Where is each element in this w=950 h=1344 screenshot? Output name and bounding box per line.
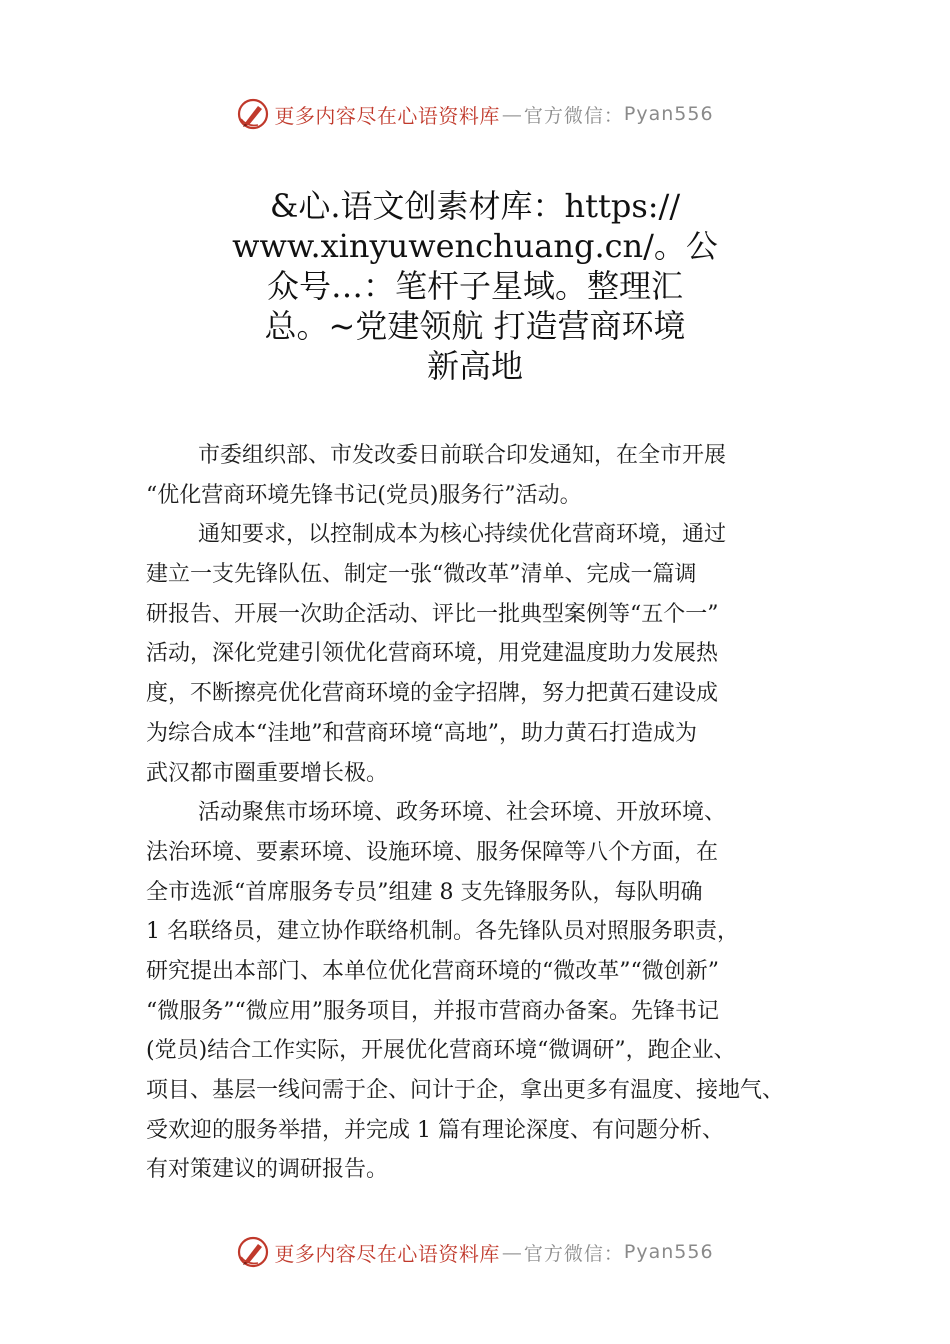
paragraph-2-line: 武汉都市圈重要增长极。 <box>146 760 389 786</box>
watermark-wechat-id: Pyan556 <box>623 1241 714 1263</box>
paragraph-3-line: 全市选派“首席服务专员”组建 8 支先锋服务队，每队明确 <box>146 879 703 905</box>
paragraph-3-line: 项目、基层一线问需于企、问计于企，拿出更多有温度、接地气、 <box>146 1078 785 1103</box>
paragraph-2-line: 度，不断擦亮优化营商环境的金字招牌，努力把黄石建设成 <box>146 681 719 707</box>
paragraph-3-line: 法治环境、要素环境、设施环境、服务保障等八个方面，在 <box>146 839 719 865</box>
watermark-banner-top <box>0 94 950 134</box>
title-line: www.xinyuwenchuang.cn/。公 <box>232 227 718 265</box>
watermark-dash: — <box>501 1240 522 1264</box>
watermark-wechat-id: Pyan556 <box>623 103 714 125</box>
watermark-main-text: 更多内容尽在心语资料库 <box>274 103 500 128</box>
paragraph-3-line: 1 名联络员，建立协作联络机制。各先锋队员对照服务职责， <box>146 919 739 945</box>
document-body <box>146 436 846 1190</box>
paragraph-2-line: 活动，深化党建引领优化营商环境，用党建温度助力发展热 <box>146 641 719 667</box>
paragraph-3-line: (党员)结合工作实际，开展优化营商环境“微调研”，跑企业、 <box>146 1038 736 1064</box>
title-line: &心.语文创素材库：https:// <box>269 187 681 225</box>
quill-pen-logo-icon <box>236 97 270 131</box>
paragraph-2-line: 通知要求，以控制成本为核心持续优化营商环境，通过 <box>198 522 727 548</box>
paragraph-3-line: 有对策建议的调研报告。 <box>146 1157 389 1183</box>
title-line: 新高地 <box>426 347 523 385</box>
watermark-wechat-label: 官方微信： <box>523 104 624 127</box>
watermark-main-text: 更多内容尽在心语资料库 <box>274 1241 500 1266</box>
paragraph-1-line: 市委组织部、市发改委日前联合印发通知，在全市开展 <box>198 443 727 468</box>
title-line: 众号…：笔杆子星域。整理汇 <box>266 267 683 305</box>
paragraph-3-line: 活动聚焦市场环境、政务环境、社会环境、开放环境、 <box>198 800 727 826</box>
paragraph-1-line: “优化营商环境先锋书记(党员)服务行”活动。 <box>146 482 582 508</box>
paragraph-3-line: “微服务”“微应用”服务项目，并报市营商办备案。先锋书记 <box>146 998 719 1024</box>
watermark-wechat-label: 官方微信： <box>523 1242 624 1265</box>
paragraph-3-line: 受欢迎的服务举措，并完成 1 篇有理论深度、有问题分析、 <box>146 1117 724 1143</box>
paragraph-2-line: 为综合成本“洼地”和营商环境“高地”，助力黄石打造成为 <box>146 720 697 746</box>
title-line: 总。~党建领航 打造营商环境 <box>264 307 686 345</box>
watermark-dash: — <box>501 102 522 126</box>
document-title <box>0 186 950 386</box>
watermark-banner-bottom <box>0 1232 950 1272</box>
paragraph-3-line: 研究提出本部门、本单位优化营商环境的“微改革”“微创新” <box>146 958 719 984</box>
paragraph-2-line: 建立一支先锋队伍、制定一张“微改革”清单、完成一篇调 <box>146 562 697 588</box>
paragraph-2-line: 研报告、开展一次助企活动、评比一批典型案例等“五个一” <box>146 601 719 627</box>
quill-pen-logo-icon <box>236 1235 270 1269</box>
